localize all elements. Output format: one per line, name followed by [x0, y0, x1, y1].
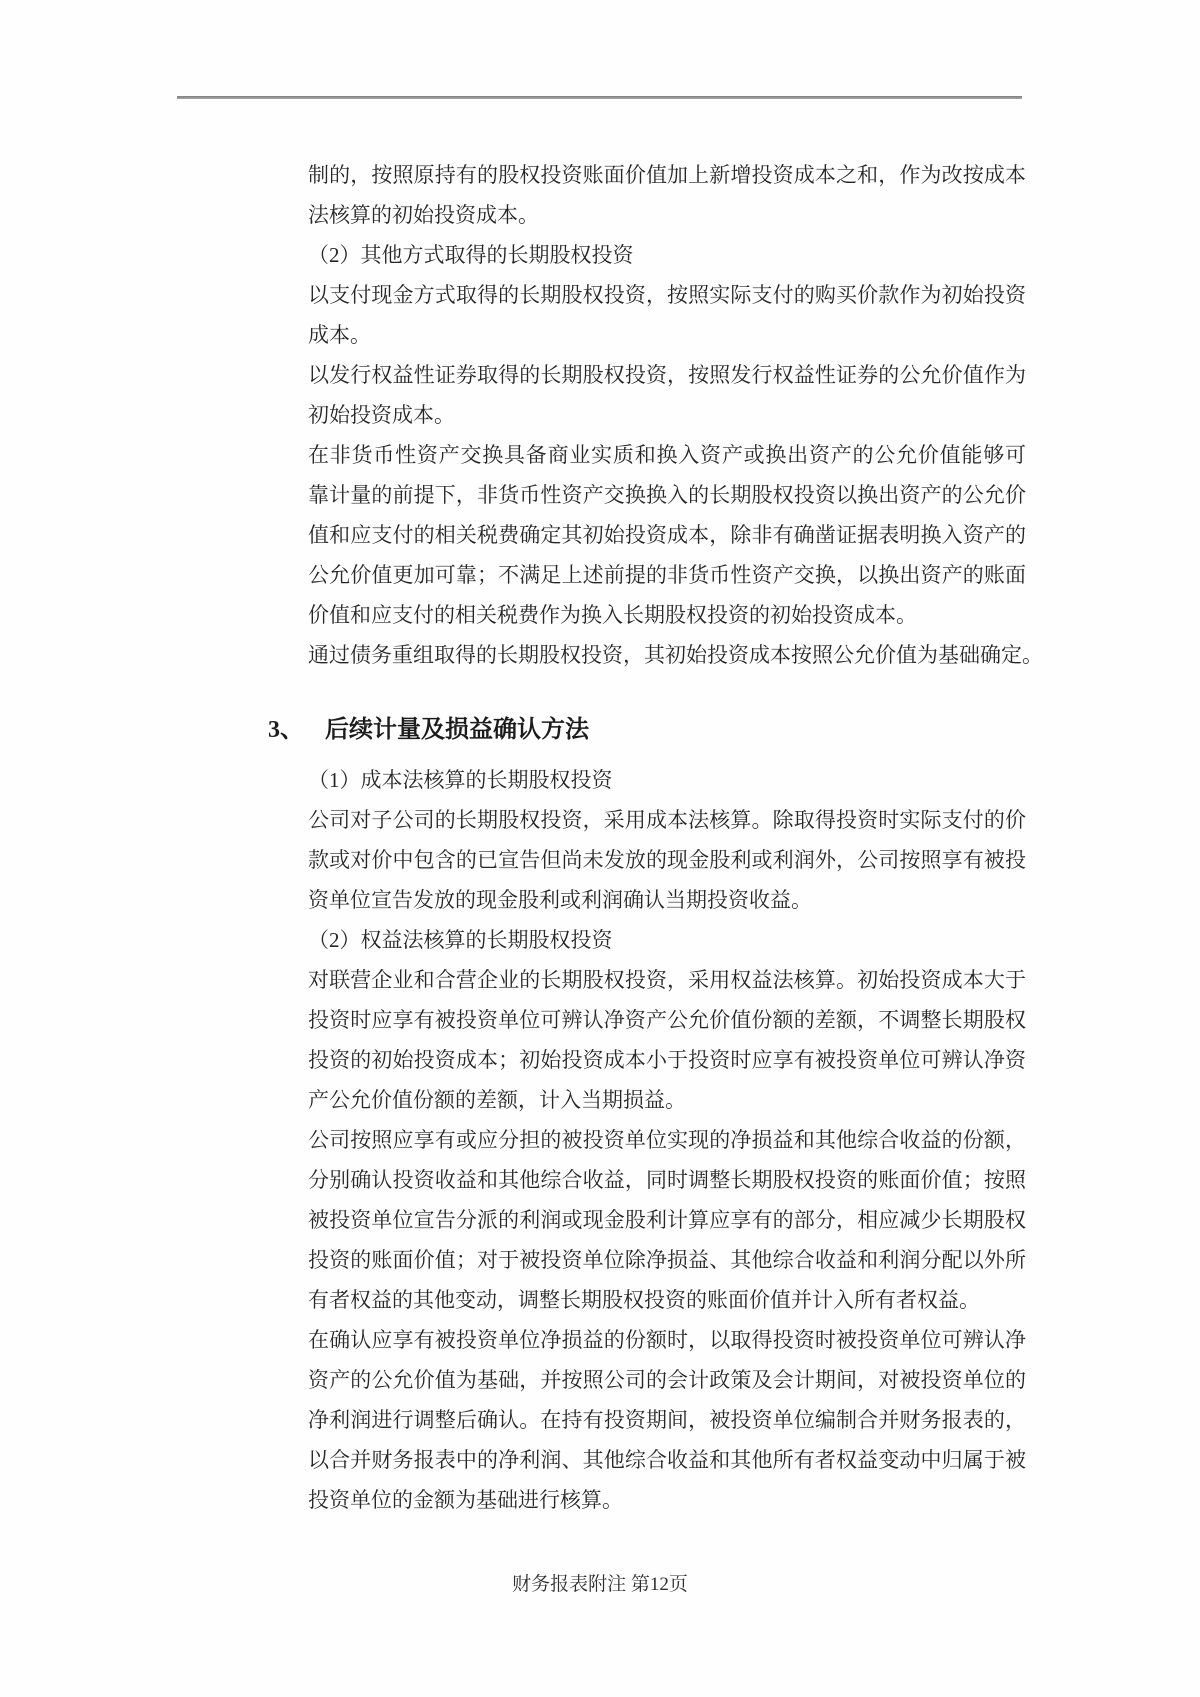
text-line: 法核算的初始投资成本。: [308, 203, 539, 227]
section-heading-title: 后续计量及损益确认方法: [325, 717, 589, 743]
text-line: 以发行权益性证券取得的长期股权投资，按照发行权益性证券的公允价值作为: [308, 363, 1026, 387]
text-line: 投资单位的金额为基础进行核算。: [308, 1488, 623, 1512]
text-line: 值和应支付的相关税费确定其初始投资成本，除非有确凿证据表明换入资产的: [308, 523, 1026, 547]
text-line: 被投资单位宣告分派的利润或现金股利计算应享有的部分，相应减少长期股权: [308, 1208, 1026, 1232]
text-line: 以合并财务报表中的净利润、其他综合收益和其他所有者权益变动中归属于被: [308, 1448, 1026, 1472]
section-heading-number: 3、: [268, 717, 304, 743]
paragraph-block-2: [308, 760, 1026, 1520]
text-line: 公司按照应享有或应分担的被投资单位实现的净损益和其他综合收益的份额，: [308, 1128, 1026, 1152]
text-line: 分别确认投资收益和其他综合收益，同时调整长期股权投资的账面价值；按照: [308, 1168, 1026, 1192]
text-line: 款或对价中包含的已宣告但尚未发放的现金股利或利润外，公司按照享有被投: [308, 848, 1026, 872]
text-line: 在非货币性资产交换具备商业实质和换入资产或换出资产的公允价值能够可: [308, 443, 1026, 467]
text-line: 价值和应支付的相关税费作为换入长期股权投资的初始投资成本。: [308, 603, 917, 627]
text-line: 投资的初始投资成本；初始投资成本小于投资时应享有被投资单位可辨认净资: [308, 1048, 1026, 1072]
page-footer: [0, 1570, 1200, 1600]
header-rule: [177, 96, 1022, 99]
text-line: 通过债务重组取得的长期股权投资，其初始投资成本按照公允价值为基础确定。: [308, 643, 1043, 667]
text-line: （2）权益法核算的长期股权投资: [308, 928, 613, 952]
text-line: 净利润进行调整后确认。在持有投资期间，被投资单位编制合并财务报表的，: [308, 1408, 1026, 1432]
text-line: 对联营企业和合营企业的长期股权投资，采用权益法核算。初始投资成本大于: [308, 968, 1026, 992]
text-line: 靠计量的前提下，非货币性资产交换换入的长期股权投资以换出资产的公允价: [308, 483, 1026, 507]
text-line: 投资时应享有被投资单位可辨认净资产公允价值份额的差额，不调整长期股权: [308, 1008, 1026, 1032]
text-line: （1）成本法核算的长期股权投资: [308, 768, 613, 792]
text-line: 资产的公允价值为基础，并按照公司的会计政策及会计期间，对被投资单位的: [308, 1368, 1026, 1392]
text-line: 产公允价值份额的差额，计入当期损益。: [308, 1088, 686, 1112]
footer-text: 财务报表附注 第12页: [512, 1574, 688, 1595]
text-line: 初始投资成本。: [308, 403, 455, 427]
text-line: 以支付现金方式取得的长期股权投资，按照实际支付的购买价款作为初始投资: [308, 283, 1026, 307]
section-heading: [0, 708, 1200, 752]
text-line: （2）其他方式取得的长期股权投资: [308, 243, 634, 267]
text-line: 成本。: [308, 323, 371, 347]
text-line: 投资的账面价值；对于被投资单位除净损益、其他综合收益和利润分配以外所: [308, 1248, 1026, 1272]
paragraph-block-1: [308, 155, 1043, 675]
text-line: 公允价值更加可靠；不满足上述前提的非货币性资产交换，以换出资产的账面: [308, 563, 1026, 587]
text-line: 制的，按照原持有的股权投资账面价值加上新增投资成本之和，作为改按成本: [308, 163, 1026, 187]
text-line: 有者权益的其他变动，调整长期股权投资的账面价值并计入所有者权益。: [308, 1288, 980, 1312]
text-line: 公司对子公司的长期股权投资，采用成本法核算。除取得投资时实际支付的价: [308, 808, 1026, 832]
text-line: 资单位宣告发放的现金股利或利润确认当期投资收益。: [308, 888, 812, 912]
text-line: 在确认应享有被投资单位净损益的份额时，以取得投资时被投资单位可辨认净: [308, 1328, 1026, 1352]
